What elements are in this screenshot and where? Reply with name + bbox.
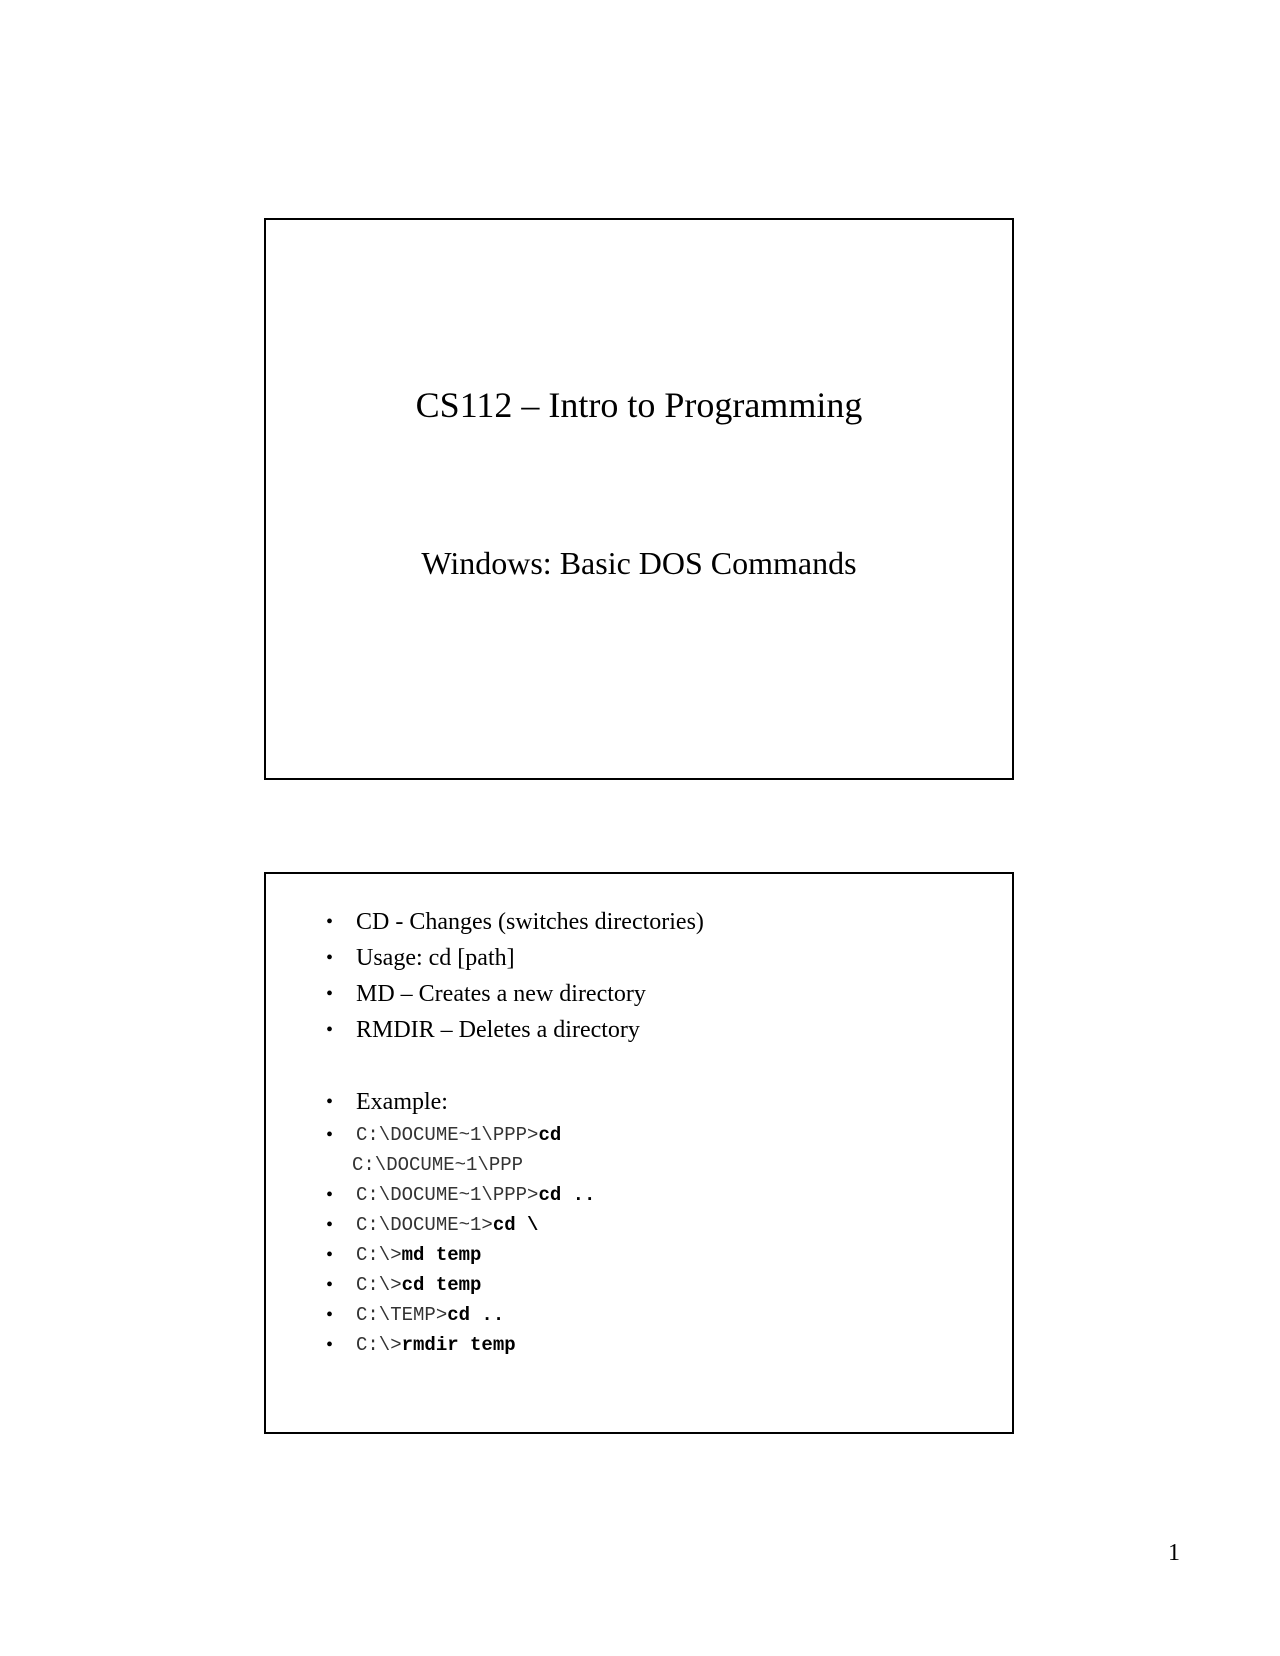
bullet-icon: • [326, 1274, 334, 1296]
list-item [324, 904, 992, 940]
bullet-text: Example: [356, 1089, 448, 1115]
list-item [324, 1084, 992, 1120]
bullet-icon: • [326, 1184, 334, 1206]
bullet-icon: • [326, 1214, 334, 1236]
code-prompt: C:\TEMP> [356, 1304, 448, 1326]
slide-title [264, 218, 1014, 780]
bullet-text: RMDIR – Deletes a directory [356, 1017, 640, 1043]
code-continuation [324, 1150, 992, 1180]
code-line [324, 1210, 992, 1240]
code-prompt: C:\DOCUME~1\PPP> [356, 1124, 539, 1146]
bullet-icon: • [326, 1334, 334, 1356]
bullet-icon: • [326, 911, 334, 933]
bullet-icon: • [326, 983, 334, 1005]
code-prompt: C:\DOCUME~1> [356, 1214, 493, 1236]
code-command: cd .. [538, 1184, 596, 1206]
code-prompt: C:\> [356, 1274, 402, 1296]
page-number: 1 [1168, 1540, 1180, 1566]
bullet-icon: • [326, 1019, 334, 1041]
list-item [324, 976, 992, 1012]
bullet-text: MD – Creates a new directory [356, 981, 646, 1007]
bullet-icon: • [326, 1244, 334, 1266]
code-prompt: C:\DOCUME~1\PPP [352, 1154, 524, 1176]
code-command: cd \ [492, 1214, 539, 1236]
slide-title-heading: CS112 – Intro to Programming [415, 385, 863, 425]
code-command: cd temp [401, 1274, 482, 1296]
list-item [324, 1012, 992, 1048]
code-command: cd .. [447, 1304, 505, 1326]
code-line [324, 1300, 992, 1330]
code-command: cd [538, 1124, 562, 1146]
code-prompt: C:\> [356, 1244, 402, 1266]
bullet-icon: • [326, 1124, 334, 1146]
code-line [324, 1270, 992, 1300]
bullet-icon: • [326, 947, 334, 969]
code-prompt: C:\DOCUME~1\PPP> [356, 1184, 539, 1206]
code-line [324, 1330, 992, 1360]
bullet-icon: • [326, 1091, 334, 1113]
code-line [324, 1180, 992, 1210]
bullet-list [324, 904, 992, 1360]
code-command: rmdir temp [401, 1334, 516, 1356]
list-item [324, 940, 992, 976]
code-line [324, 1240, 992, 1270]
slide-dos-commands [264, 872, 1014, 1434]
code-prompt: C:\> [356, 1334, 402, 1356]
bullet-text: CD - Changes (switches directories) [356, 909, 704, 935]
slide-subtitle: Windows: Basic DOS Commands [421, 545, 857, 581]
code-line [324, 1120, 992, 1150]
bullet-text: Usage: cd [path] [356, 945, 515, 971]
code-command: md temp [401, 1244, 482, 1266]
bullet-icon: • [326, 1304, 334, 1326]
